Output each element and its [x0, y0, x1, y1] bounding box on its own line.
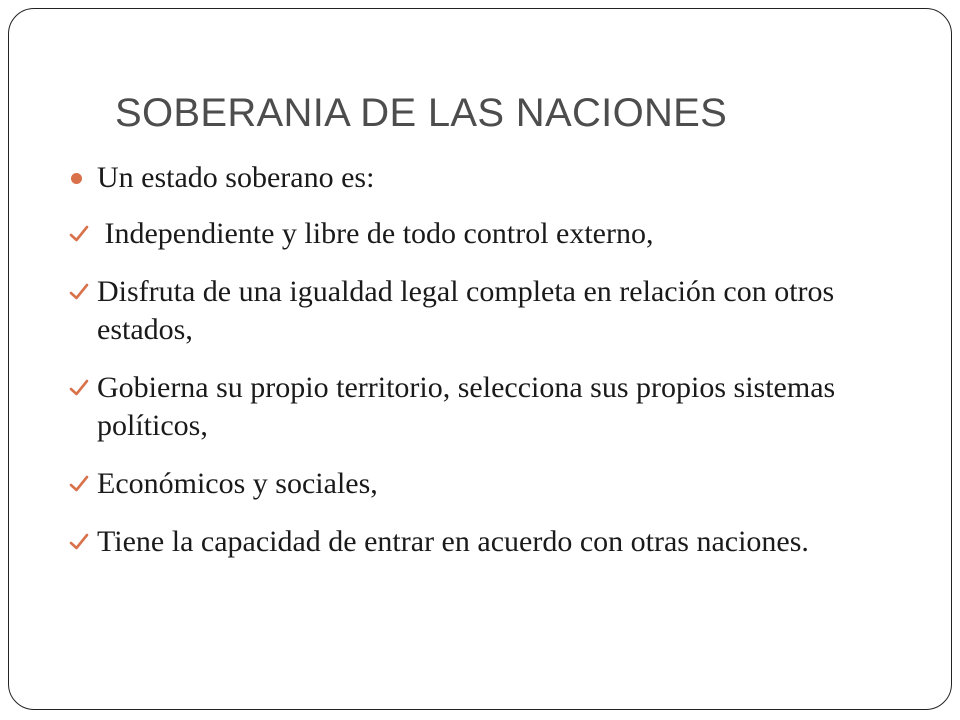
slide-title: SOBERANIA DE LAS NACIONES — [115, 91, 728, 135]
checkmark-icon — [69, 465, 93, 503]
list-item-text: Gobierna su propio territorio, selecciona sus propios sistemas políticos, — [97, 371, 836, 442]
bullet-dot-icon — [69, 159, 93, 197]
list-item-text: Disfruta de una igualdad legal completa en relación con otros estados, — [97, 275, 835, 346]
list-item-text: Un estado soberano es: — [97, 161, 375, 194]
list-item-text: Independiente y libre de todo control externo, — [97, 217, 654, 250]
list-item-text: Tiene la capacidad de entrar en acuerdo con otras naciones. — [97, 525, 809, 558]
list-item-text: Económicos y sociales, — [97, 467, 378, 500]
list-item — [69, 369, 929, 445]
checkmark-icon — [69, 523, 93, 561]
list-item — [69, 159, 929, 197]
checkmark-icon — [69, 369, 93, 407]
checkmark-icon — [69, 273, 93, 311]
list-item — [69, 523, 929, 561]
list-item — [69, 273, 929, 349]
checkmark-icon — [69, 215, 93, 253]
slide-content — [69, 159, 929, 581]
list-item — [69, 215, 929, 253]
list-item — [69, 465, 929, 503]
slide-frame — [8, 8, 952, 710]
